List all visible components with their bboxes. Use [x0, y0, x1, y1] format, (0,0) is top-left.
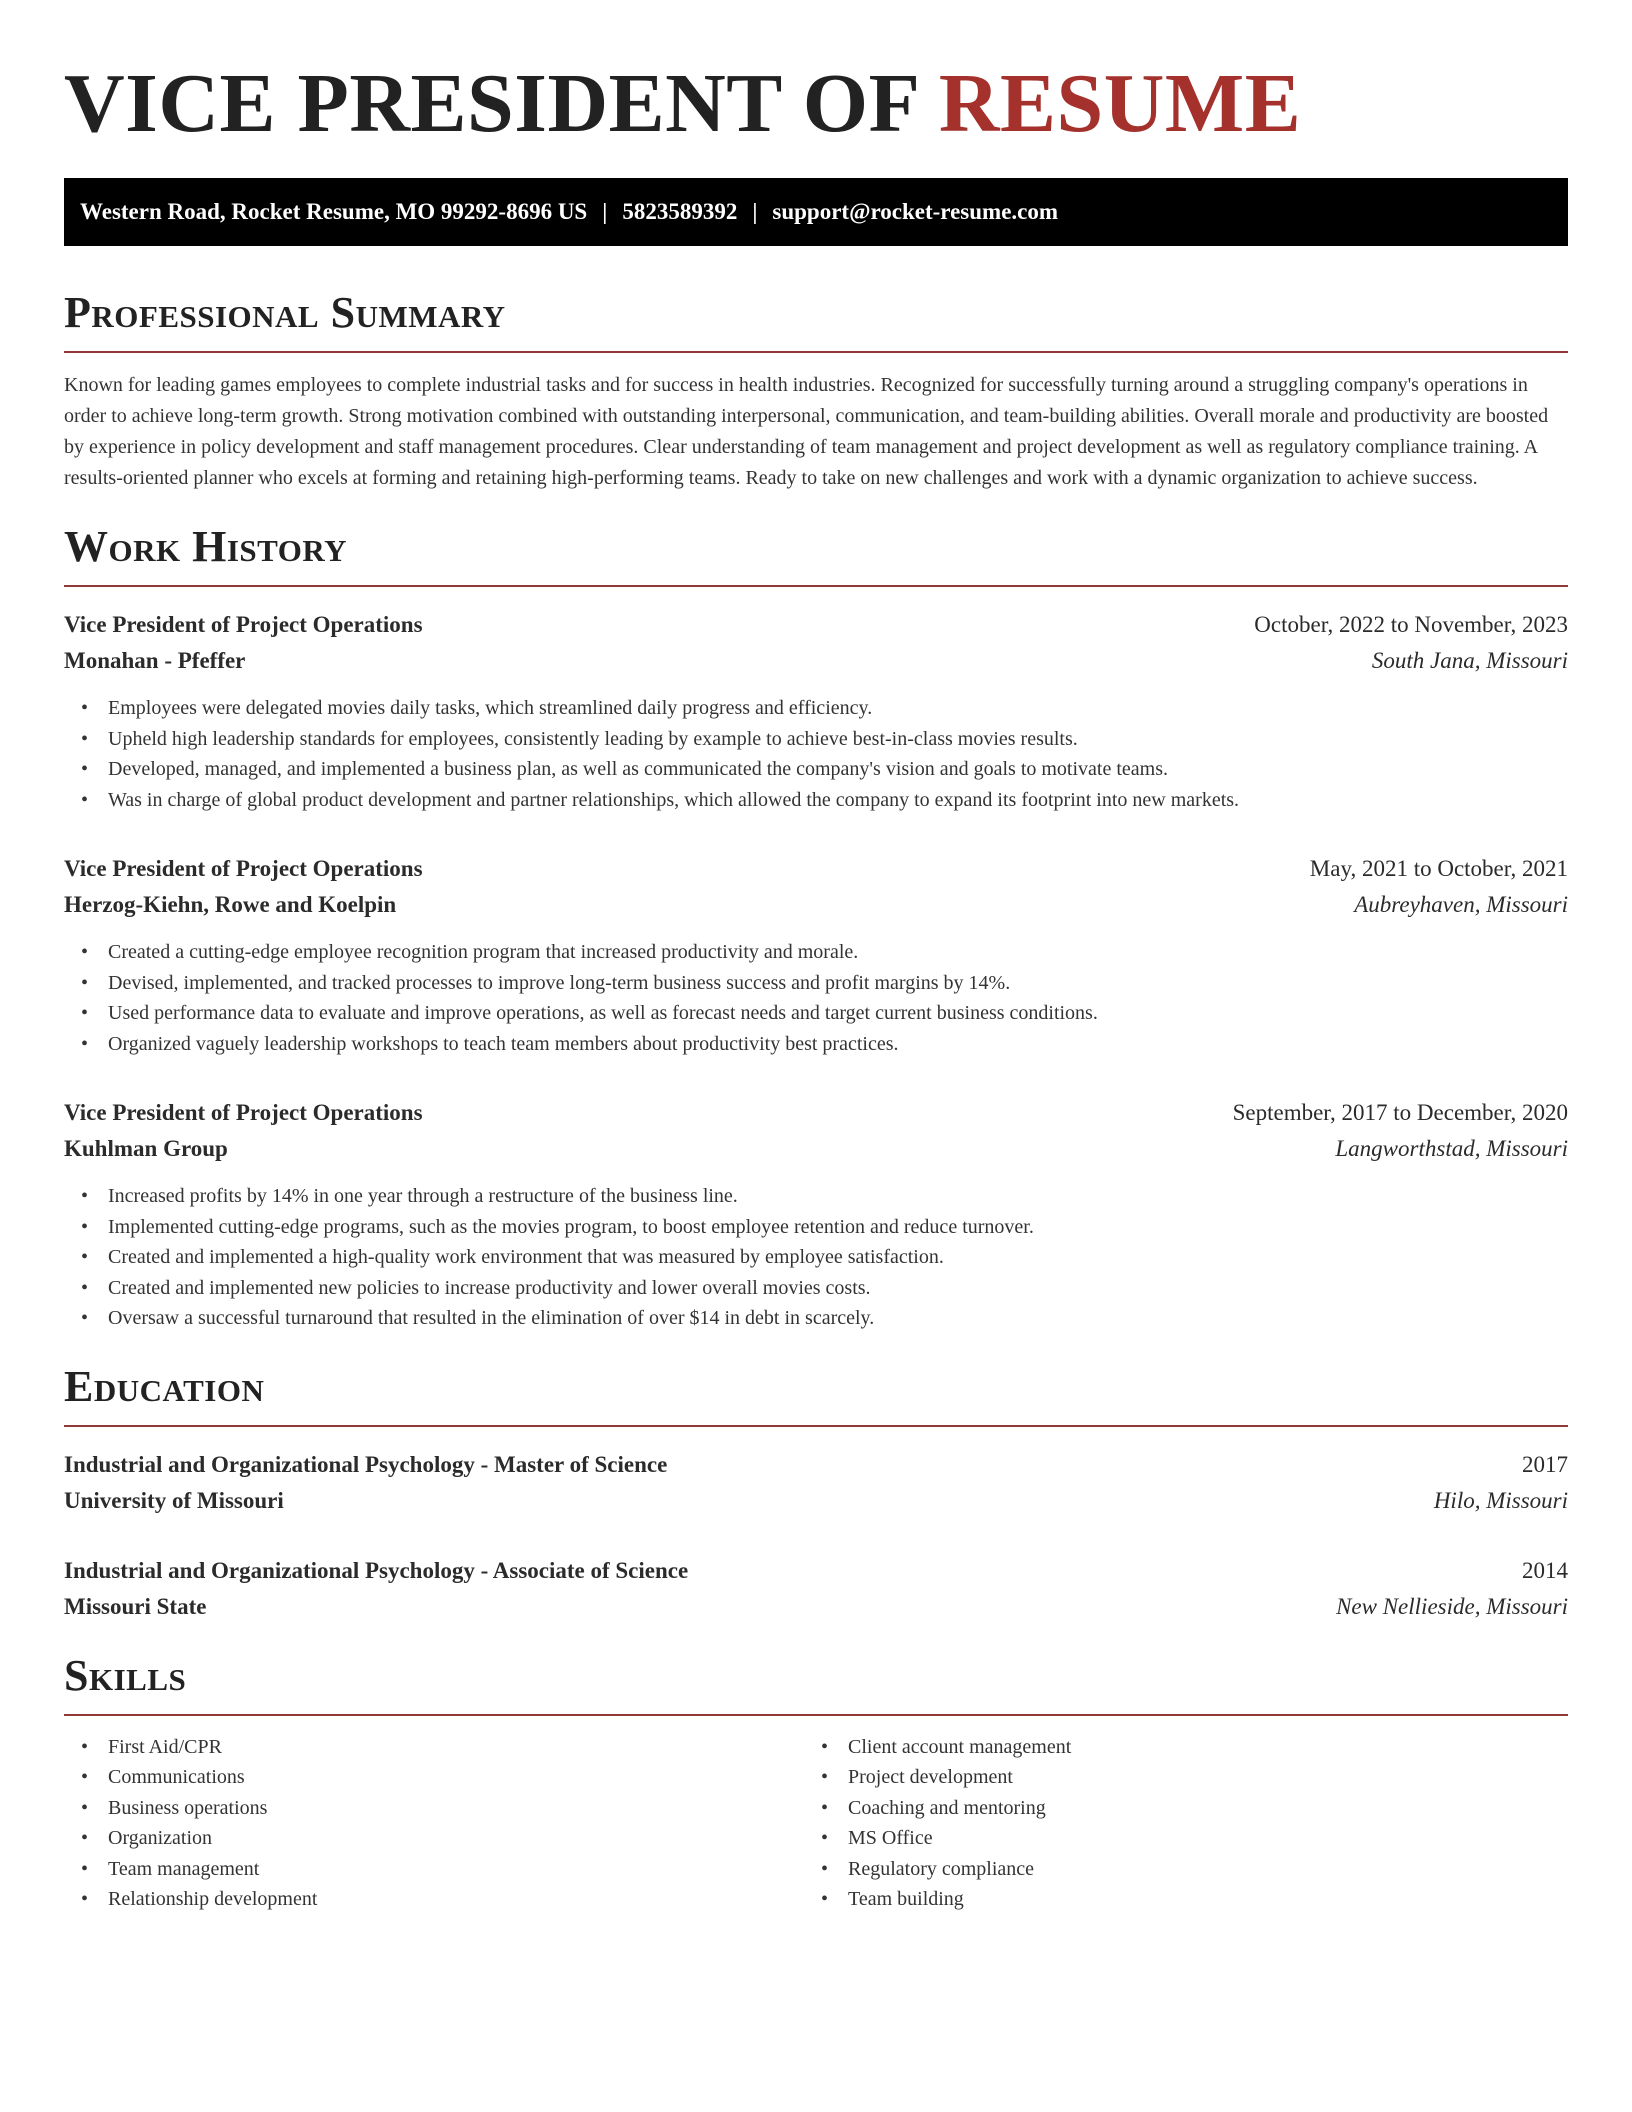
- contact-email[interactable]: support@rocket-resume.com: [772, 199, 1059, 224]
- education-degree: Industrial and Organizational Psychology - Master of Science: [64, 1451, 668, 1477]
- job-bullet: • Was in charge of global product development and partner relationships, which allowed the company to expand its footprint into new markets.: [64, 785, 1568, 816]
- section-divider: [64, 1714, 1568, 1716]
- resume-title: [64, 0, 1568, 150]
- job-title: Vice President of Project Operations: [64, 856, 423, 881]
- job-bullet: • Increased profits by 14% in one year through a restructure of the business line.: [64, 1181, 1568, 1212]
- education-year: 2017: [1522, 1451, 1568, 1477]
- section-heading-skills: Skills: [64, 1650, 187, 1700]
- skill-item: • Team building: [804, 1884, 1544, 1915]
- section-heading-summary: Professional Summary: [64, 288, 506, 337]
- skill-item: • Project development: [804, 1762, 1544, 1793]
- skills-list-left: [64, 1732, 804, 1915]
- job-bullet: • Implemented cutting-edge programs, such as the movies program, to boost employee retention and reduce turnover.: [64, 1212, 1568, 1243]
- skill-item: • Business operations: [64, 1793, 804, 1824]
- education-entry: [64, 1447, 1568, 1519]
- job-dates: September, 2017 to December, 2020: [1232, 1100, 1568, 1125]
- job-bullet: • Oversaw a successful turnaround that resulted in the elimination of over $14 in debt in scarcely.: [64, 1303, 1568, 1334]
- skills-grid: [64, 1732, 1568, 1915]
- contact-address: Western Road, Rocket Resume, MO 99292-8696 US: [80, 199, 588, 224]
- skill-item: • Regulatory compliance: [804, 1854, 1544, 1885]
- summary-text: Known for leading games employees to complete industrial tasks and for success in health industries. Recognized for successfully turning around a struggling company's operations in order to achieve long-term growth. Strong motivation combined with outstanding interpersonal, communication, and team-building abilities. Overall morale and productivity are boosted by experience in policy development and staff management procedures. Clear understanding of team management and project development as well as regulatory compliance training. A results-oriented planner who excels at forming and retaining high-performing teams. Ready to take on new challenges and work with a dynamic organization to achieve success.: [64, 374, 1549, 489]
- job-bullet: • Created and implemented a high-quality work environment that was measured by employee satisfaction.: [64, 1242, 1568, 1273]
- section-divider: [64, 351, 1568, 353]
- work-history-section: [64, 522, 1568, 1334]
- section-heading-education: Education: [64, 1361, 265, 1411]
- job-company: Monahan - Pfeffer: [64, 648, 246, 673]
- job-location: South Jana, Missouri: [1371, 648, 1568, 673]
- job-bullet: • Devised, implemented, and tracked processes to improve long-term business success and profit margins by 14%.: [64, 968, 1568, 999]
- skill-item: • Organization: [64, 1823, 804, 1854]
- job-company: Kuhlman Group: [64, 1136, 228, 1161]
- job-bullet: • Upheld high leadership standards for employees, consistently leading by example to achieve best-in-class movies results.: [64, 724, 1568, 755]
- skill-item: • Team management: [64, 1854, 804, 1885]
- education-degree: Industrial and Organizational Psychology - Associate of Science: [64, 1557, 689, 1583]
- skill-item: • MS Office: [804, 1823, 1544, 1854]
- section-heading-work: Work History: [64, 522, 348, 571]
- job-bullets: [64, 937, 1568, 1059]
- contact-phone[interactable]: 5823589392: [622, 199, 738, 224]
- job-bullets: [64, 693, 1568, 815]
- title-accent: RESUME: [938, 57, 1302, 150]
- skills-section: [64, 1651, 1568, 1915]
- job-bullet: • Developed, managed, and implemented a business plan, as well as communicated the company's vision and goals to motivate teams.: [64, 754, 1568, 785]
- job-bullet: • Used performance data to evaluate and improve operations, as well as forecast needs and target current business conditions.: [64, 998, 1568, 1029]
- job-title: Vice President of Project Operations: [64, 612, 423, 637]
- contact-bar: [64, 178, 1568, 246]
- professional-summary-section: [64, 288, 1568, 494]
- section-divider: [64, 585, 1568, 587]
- skill-item: • First Aid/CPR: [64, 1732, 804, 1763]
- contact-separator: |: [752, 199, 758, 224]
- skill-item: • Coaching and mentoring: [804, 1793, 1544, 1824]
- education-location: New Nellieside, Missouri: [1336, 1593, 1568, 1619]
- job-dates: October, 2022 to November, 2023: [1254, 612, 1568, 637]
- job-bullet: • Created and implemented new policies to increase productivity and lower overall movies costs.: [64, 1273, 1568, 1304]
- contact-separator: |: [602, 199, 608, 224]
- section-divider: [64, 1425, 1568, 1427]
- job-bullet: • Created a cutting-edge employee recognition program that increased productivity and morale.: [64, 937, 1568, 968]
- skill-item: • Client account management: [804, 1732, 1544, 1763]
- education-school: Missouri State: [64, 1593, 207, 1619]
- job-bullets: [64, 1181, 1568, 1334]
- title-main: VICE PRESIDENT OF: [64, 57, 939, 150]
- job-bullet: • Employees were delegated movies daily tasks, which streamlined daily progress and efficiency.: [64, 693, 1568, 724]
- skills-list-right: [804, 1732, 1544, 1915]
- job-bullet: • Organized vaguely leadership workshops to teach team members about productivity best practices.: [64, 1029, 1568, 1060]
- job-company: Herzog-Kiehn, Rowe and Koelpin: [64, 892, 397, 917]
- education-location: Hilo, Missouri: [1433, 1487, 1568, 1513]
- job-entry: [64, 851, 1568, 1059]
- job-title: Vice President of Project Operations: [64, 1100, 423, 1125]
- education-school: University of Missouri: [64, 1487, 284, 1513]
- job-entry: [64, 1095, 1568, 1334]
- job-dates: May, 2021 to October, 2021: [1309, 856, 1568, 881]
- education-section: [64, 1362, 1568, 1625]
- education-year: 2014: [1522, 1557, 1568, 1583]
- skill-item: • Relationship development: [64, 1884, 804, 1915]
- education-entry: [64, 1553, 1568, 1625]
- job-entry: [64, 607, 1568, 815]
- skill-item: • Communications: [64, 1762, 804, 1793]
- job-location: Aubreyhaven, Missouri: [1354, 892, 1568, 917]
- job-location: Langworthstad, Missouri: [1335, 1136, 1568, 1161]
